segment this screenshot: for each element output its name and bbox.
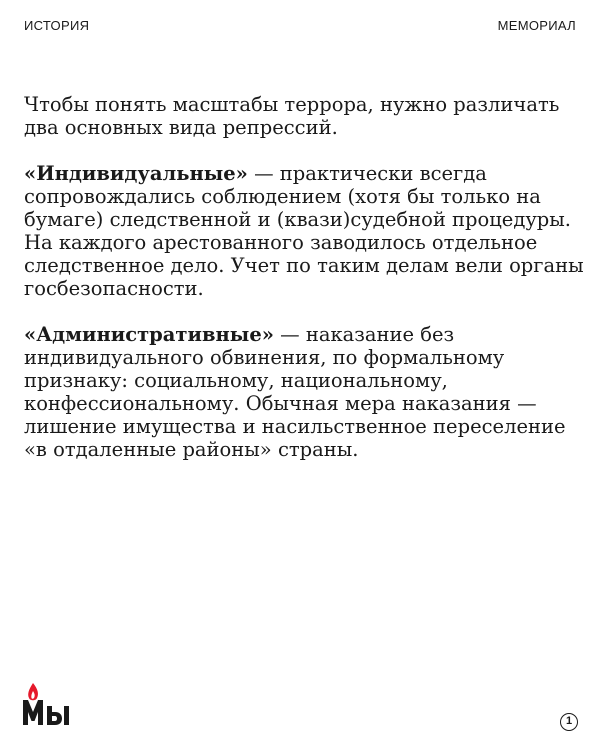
administrative-repressions-paragraph [24,323,584,461]
individual-repressions-paragraph [24,162,584,300]
individual-text: — практически всегда сопровождались соблюдением (хотя бы только на бумаге) следственной и (квази)судебной процедуры. На каждого арестованного заводилось отдельное следственное дело. Учет по таким делам вели органы госбезопасности. [24,162,584,300]
individual-term: «Индивидуальные» [24,162,248,185]
my-logo [22,682,78,726]
section-label: ИСТОРИЯ [24,18,90,33]
page-number-badge: 1 [560,713,578,731]
brand-label: МЕМОРИАЛ [497,18,576,33]
flame-logo-icon [22,682,78,726]
article-body [24,93,584,484]
administrative-text: — наказание без индивидуального обвинения, по формальному признаку: социальному, национальному, конфессиональному. Обычная мера наказания — лишение имущества и насильственное переселение «в отдаленные районы» страны. [24,323,566,461]
administrative-term: «Административные» [24,323,274,346]
intro-paragraph: Чтобы понять масштабы террора, нужно различать два основных вида репрессий. [24,93,560,139]
